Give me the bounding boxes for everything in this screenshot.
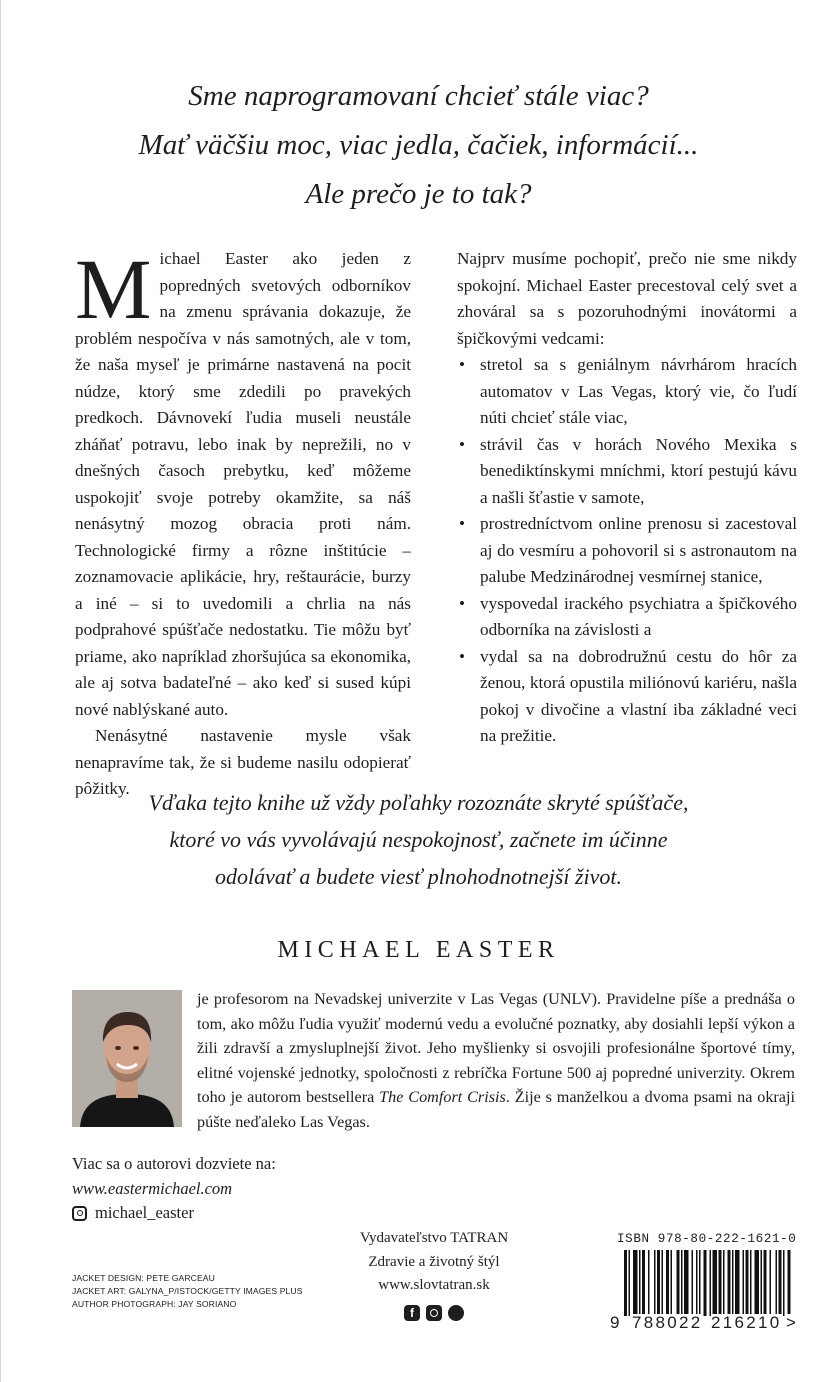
headline-line-1: Sme naprogramovaní chcieť stále viac? [188, 80, 649, 112]
publisher-website-link[interactable]: www.slovtatran.sk [378, 1277, 490, 1293]
bio-text-1: je profesorom na Nevadskej univerzite v Las Vegas (UNLV). Pravidelne píše a prednáša o tom, ako môžu ľudia využiť modernú vedu a evolučné poznatky, aby dosiahli lepší výkon a žili zdravší a zmysluplnejší život. Jeho myšlienky si osvojili profesionálne športové tímy, elitné vojenské jednotky, spoločnosti z rebríčka Fortune 500 aj popredné univerzity. Okrem toho je autorom bestsellera [197, 990, 795, 1106]
headline [1, 72, 836, 219]
barcode-digits-right: 216210 [711, 1313, 782, 1332]
left-paragraph-2: Nenásytné nastavenie mysle však nenapravíme tak, že si budeme nasilu odopierať pôžitky. [75, 726, 411, 798]
list-item: • strávil čas v horách Nového Mexika s benediktínskymi mníchmi, ktorí pestujú kávu a našli šťastie v samote, [457, 432, 797, 512]
drop-cap: M [75, 241, 152, 337]
social-icons [334, 1305, 534, 1321]
isbn-label: ISBN 978-80-222-1621-0 [617, 1232, 797, 1246]
author-portrait [72, 990, 182, 1127]
bio-book-title: The Comfort Crisis [379, 1088, 506, 1106]
credit-jacket-design: JACKET DESIGN: PETE GARCEAU [72, 1273, 215, 1283]
tagline-line-3: odolávať a budete viesť plnohodnotnejší život. [214, 864, 623, 889]
right-column [457, 246, 797, 750]
left-column [75, 241, 411, 803]
instagram-icon[interactable] [426, 1305, 442, 1321]
author-photo [72, 990, 182, 1127]
publisher-name: Vydavateľstvo TATRAN [359, 1230, 509, 1246]
tagline-line-1: Vďaka tejto knihe už vždy poľahky rozoznáte skryté spúšťače, [148, 790, 689, 815]
barcode-digit-first: 9 [610, 1313, 620, 1332]
isbn-block [610, 1231, 800, 1332]
headline-line-2: Mať väčšiu moc, viac jedla, čačiek, informácií... [138, 129, 699, 161]
left-paragraph-1 [75, 241, 411, 723]
more-info-label: Viac sa o autorovi dozviete na: [72, 1154, 276, 1173]
tagline-line-2: ktoré vo vás vyvolávajú nespokojnosť, začnete im účinne [169, 827, 668, 852]
tagline [1, 784, 836, 895]
list-item: • vyspovedal irackého psychiatra a špičkového odborníka na závislosti a [457, 591, 797, 644]
credit-author-photo: AUTHOR PHOTOGRAPH: JAY SORIANO [72, 1299, 237, 1309]
instagram-icon [72, 1206, 87, 1221]
journey-list [457, 352, 797, 750]
headline-line-3: Ale prečo je to tak? [305, 178, 532, 210]
list-item: • vydal sa na dobrodružnú cestu do hôr za ženou, ktorá opustila miliónovú kariéru, našla pokoj v divočine a vlastní iba základné veci na prežitie. [457, 644, 797, 750]
publisher-series: Zdravie a životný štýl [368, 1253, 500, 1270]
right-intro: Najprv musíme pochopiť, prečo nie sme nikdy spokojní. Michael Easter precestoval celý svet a zhováral sa s pozoruhodnými inovátormi a špičkovými vedcami: [457, 249, 797, 348]
more-info [72, 1152, 276, 1226]
instagram-handle-text: michael_easter [95, 1203, 194, 1222]
author-bio [197, 987, 795, 1134]
facebook-icon[interactable]: f [404, 1305, 420, 1321]
barcode-digits-left: 788022 [632, 1313, 703, 1332]
credit-jacket-art: JACKET ART: GALYNA_P/ISTOCK/GETTY IMAGES PLUS [72, 1286, 303, 1296]
publisher [334, 1227, 534, 1321]
spotify-icon[interactable] [448, 1305, 464, 1321]
barcode-arrow: > [786, 1313, 796, 1332]
instagram-handle[interactable] [72, 1201, 276, 1226]
list-item: • stretol sa s geniálnym návrhárom hracích automatov v Las Vegas, ktorý vie, čo ľudí núti chcieť stále viac, [457, 352, 797, 432]
author-website-link[interactable]: www.eastermichael.com [72, 1178, 233, 1198]
credits [72, 1272, 303, 1311]
author-name: MICHAEL EASTER [277, 937, 560, 963]
barcode-bars [610, 1250, 792, 1316]
bio-text-2: . Žije s manželkou a dvoma psami na okraji púšte neďaleko Las Vegas. [197, 1088, 795, 1131]
list-item: • prostredníctvom online prenosu si zacestoval aj do vesmíru a pohovoril si s astronautom na palube Medzinárodnej vesmírnej stanice, [457, 511, 797, 591]
barcode [610, 1250, 800, 1332]
left-paragraph-1-text: ichael Easter ako jeden z popredných svetových odborníkov na zmenu správania dokazuje, že problém nespočíva v nás samotných, ale v tom, že naša myseľ je primárne nastavená na pocit núdze, ktorý sme zdedili po pravekých predkoch. Dávnovekí ľudia museli neustále zháňať potravu, lebo inak by neprežili, no v dnešných časoch prebytku, keď môžeme uspokojiť svoje potreby okamžite, sa náš nenásytný mozog obracia proti nám. Technologické firmy a rôzne inštitúcie – zoznamovacie aplikácie, hry, reštaurácie, burzy a iné – si to uvedomili a chrlia na nás podprahové spúšťače nedostatku. Tie môžu byť priame, ako napríklad zhoršujúca sa ekonomika, ale aj sotva badateľné – ako keď si sused kúpi nové nablýskané auto. [75, 249, 411, 719]
